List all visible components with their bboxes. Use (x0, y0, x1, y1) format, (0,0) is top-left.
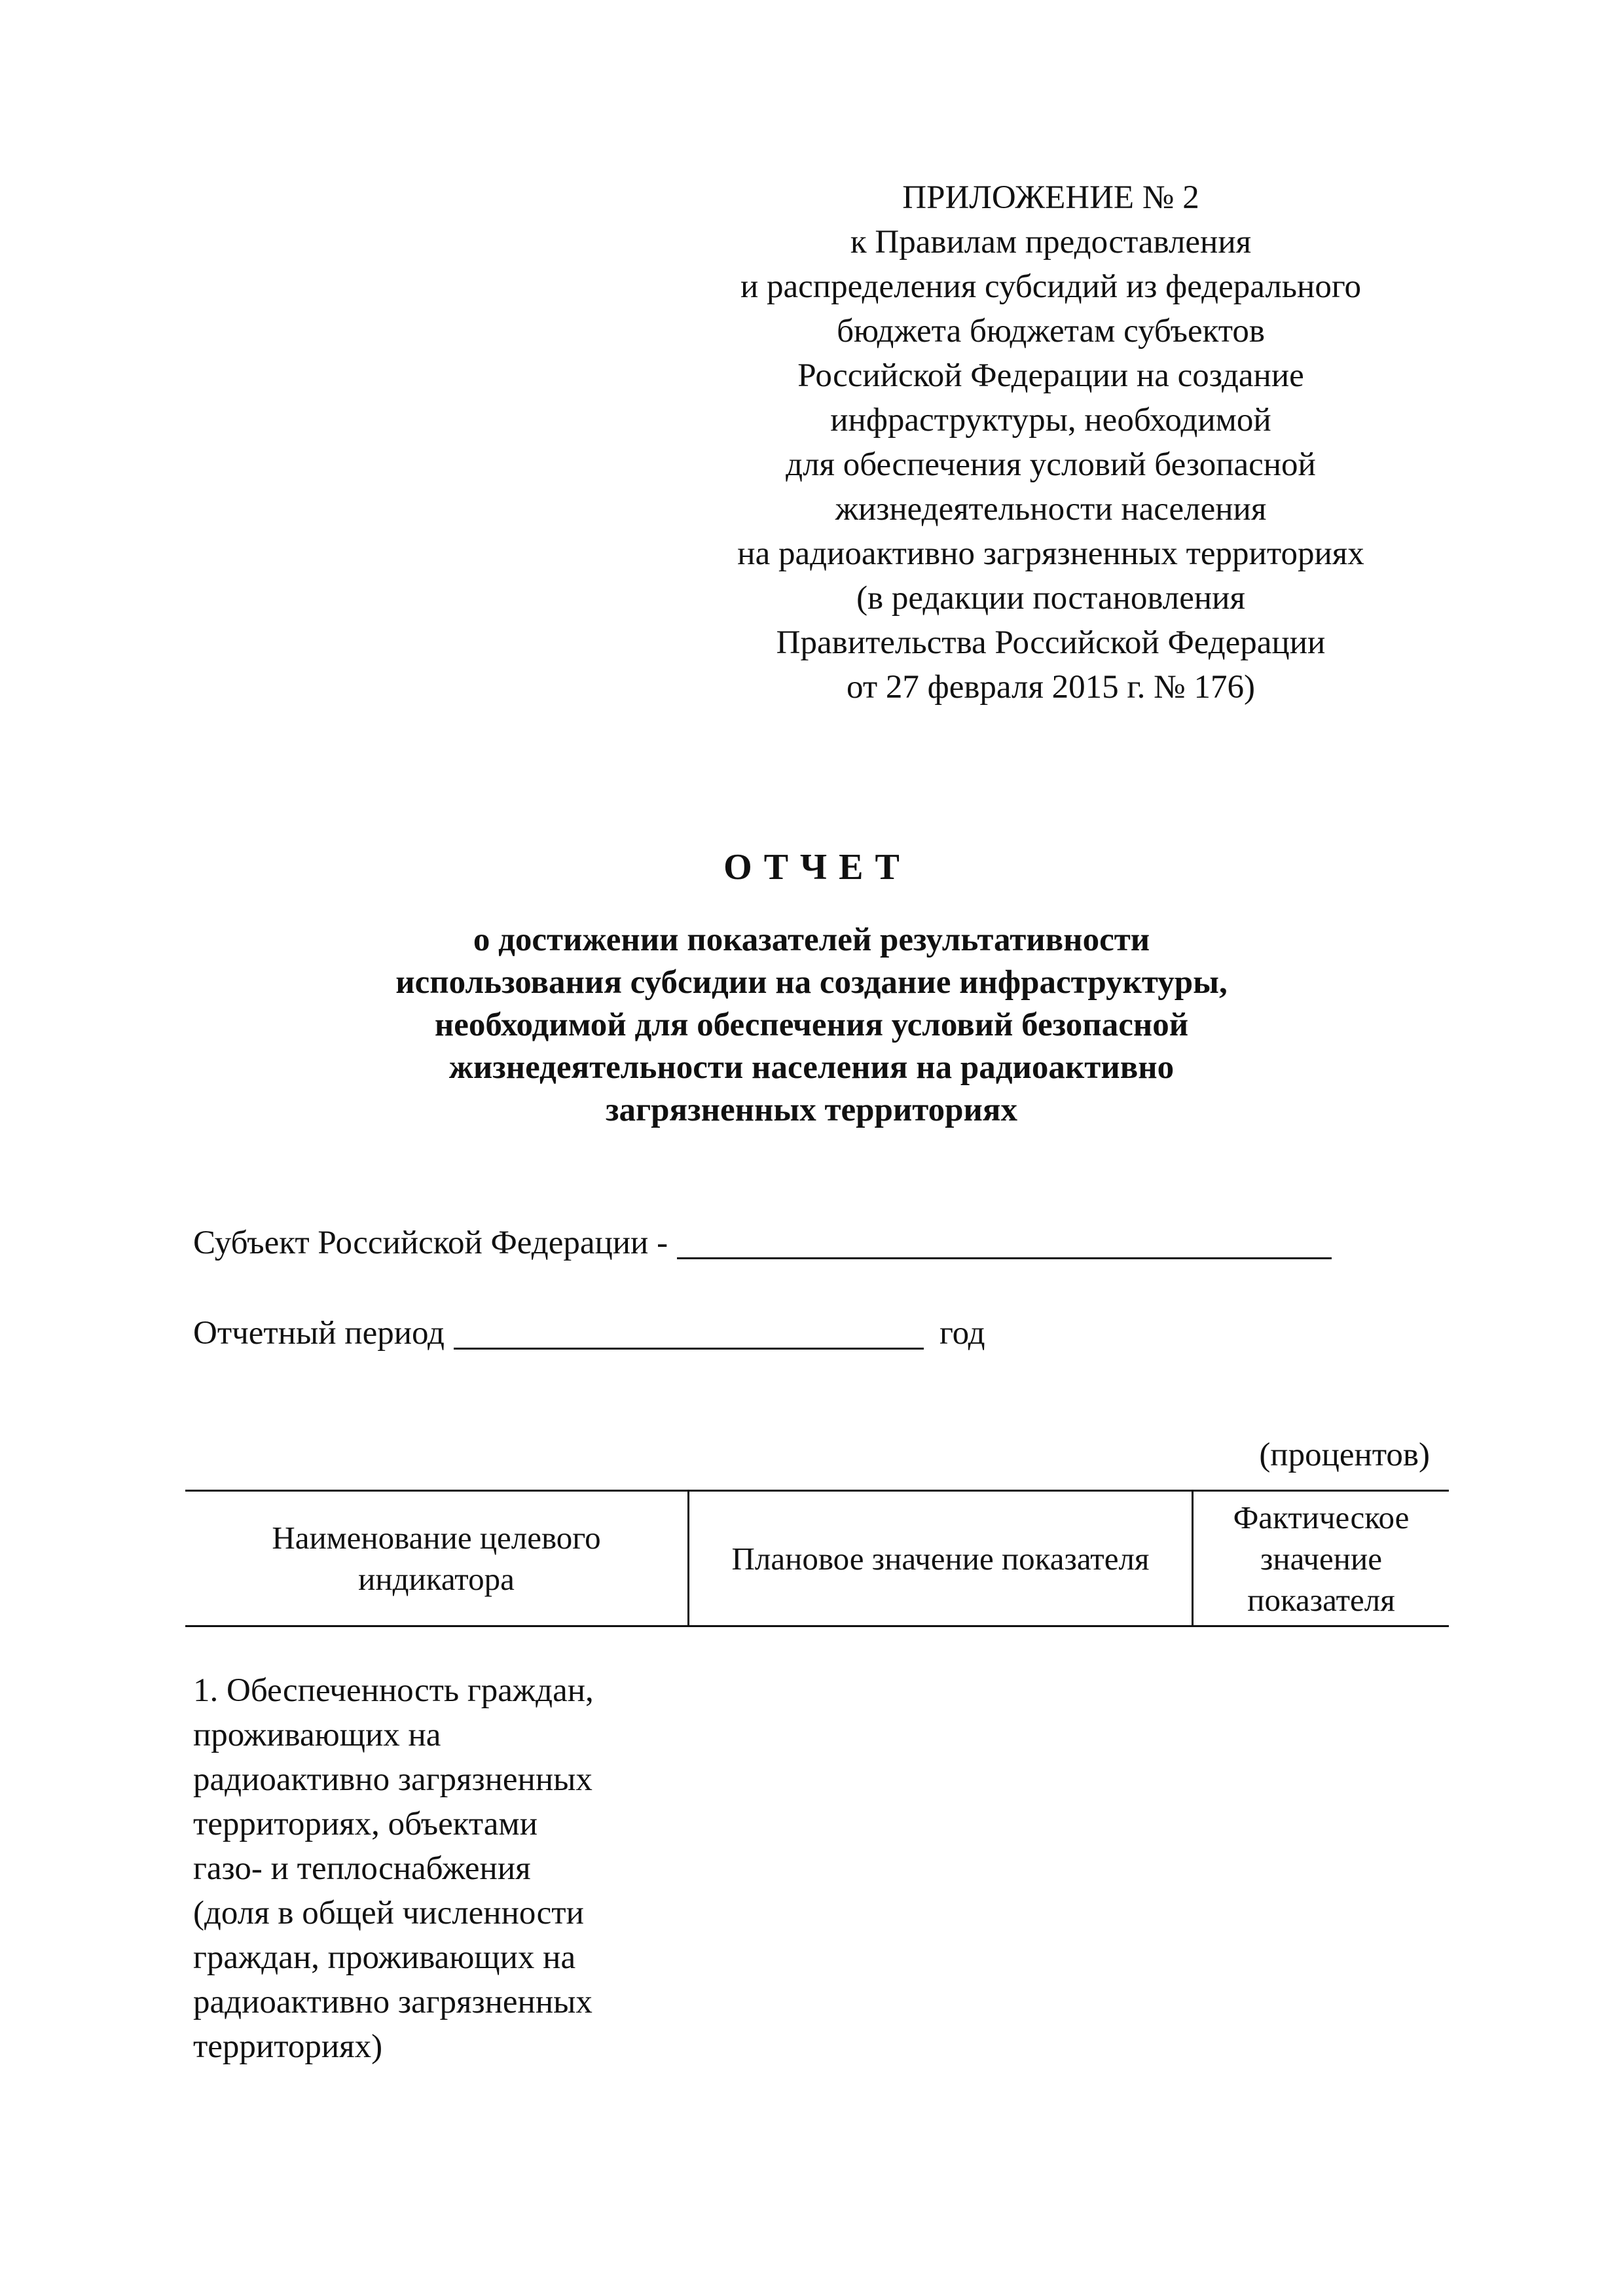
appendix-line: и распределения субсидий из федерального (740, 268, 1361, 305)
appendix-line: Российской Федерации на создание (797, 357, 1304, 394)
appendix-line: (в редакции постановления (856, 580, 1245, 617)
header-planned-value: Плановое значение показателя (689, 1492, 1194, 1625)
subject-field (193, 1221, 1332, 1265)
report-heading (0, 844, 1623, 1132)
appendix-line: на радиоактивно загрязненных территориях (737, 535, 1364, 572)
header-indicator-name: Наименование целевого индикатора (185, 1492, 689, 1625)
appendix-line: инфраструктуры, необходимой (830, 402, 1271, 439)
table-row (193, 1668, 704, 2069)
units-label: (процентов) (1259, 1437, 1430, 1473)
appendix-line: к Правилам предоставления (850, 224, 1252, 260)
report-subtitle-line: использования субсидии на создание инфраструктуры, (395, 964, 1228, 1001)
report-subtitle-line: жизнедеятельности населения на радиоактивно (448, 1049, 1175, 1086)
period-blank-line[interactable] (454, 1315, 924, 1350)
appendix-block (674, 175, 1427, 709)
report-subtitle-line: загрязненных территориях (606, 1092, 1017, 1128)
period-label: Отчетный период (193, 1315, 445, 1352)
subject-label: Субъект Российской Федерации - (193, 1225, 668, 1261)
appendix-line: жизнедеятельности населения (835, 491, 1267, 528)
period-field (193, 1312, 985, 1355)
report-subtitle-line: о достижении показателей результативности (473, 922, 1150, 958)
appendix-line: Правительства Российской Федерации (776, 624, 1326, 661)
appendix-line: от 27 февраля 2015 г. № 176) (847, 669, 1255, 706)
subject-blank-line[interactable] (677, 1225, 1332, 1259)
appendix-title: ПРИЛОЖЕНИЕ № 2 (902, 179, 1199, 216)
report-subtitle (0, 919, 1623, 1132)
period-suffix: год (939, 1315, 985, 1352)
indicator-name-cell: 1. Обеспеченность граждан, проживающих на радиоактивно загрязненных территориях, объектами газо- и теплоснабжения (доля в общей численности граждан, проживающих на радиоактивно загрязненных территориях) (193, 1672, 594, 2065)
table-header (185, 1492, 1449, 1627)
header-actual-value: Фактическое значение показателя (1233, 1499, 1410, 1618)
report-title: ОТЧЕТ (723, 847, 911, 888)
appendix-line: бюджета бюджетам субъектов (837, 313, 1265, 350)
appendix-line: для обеспечения условий безопасной (786, 446, 1316, 483)
indicators-table (185, 1490, 1449, 2065)
report-subtitle-line: необходимой для обеспечения условий безопасной (434, 1007, 1189, 1043)
